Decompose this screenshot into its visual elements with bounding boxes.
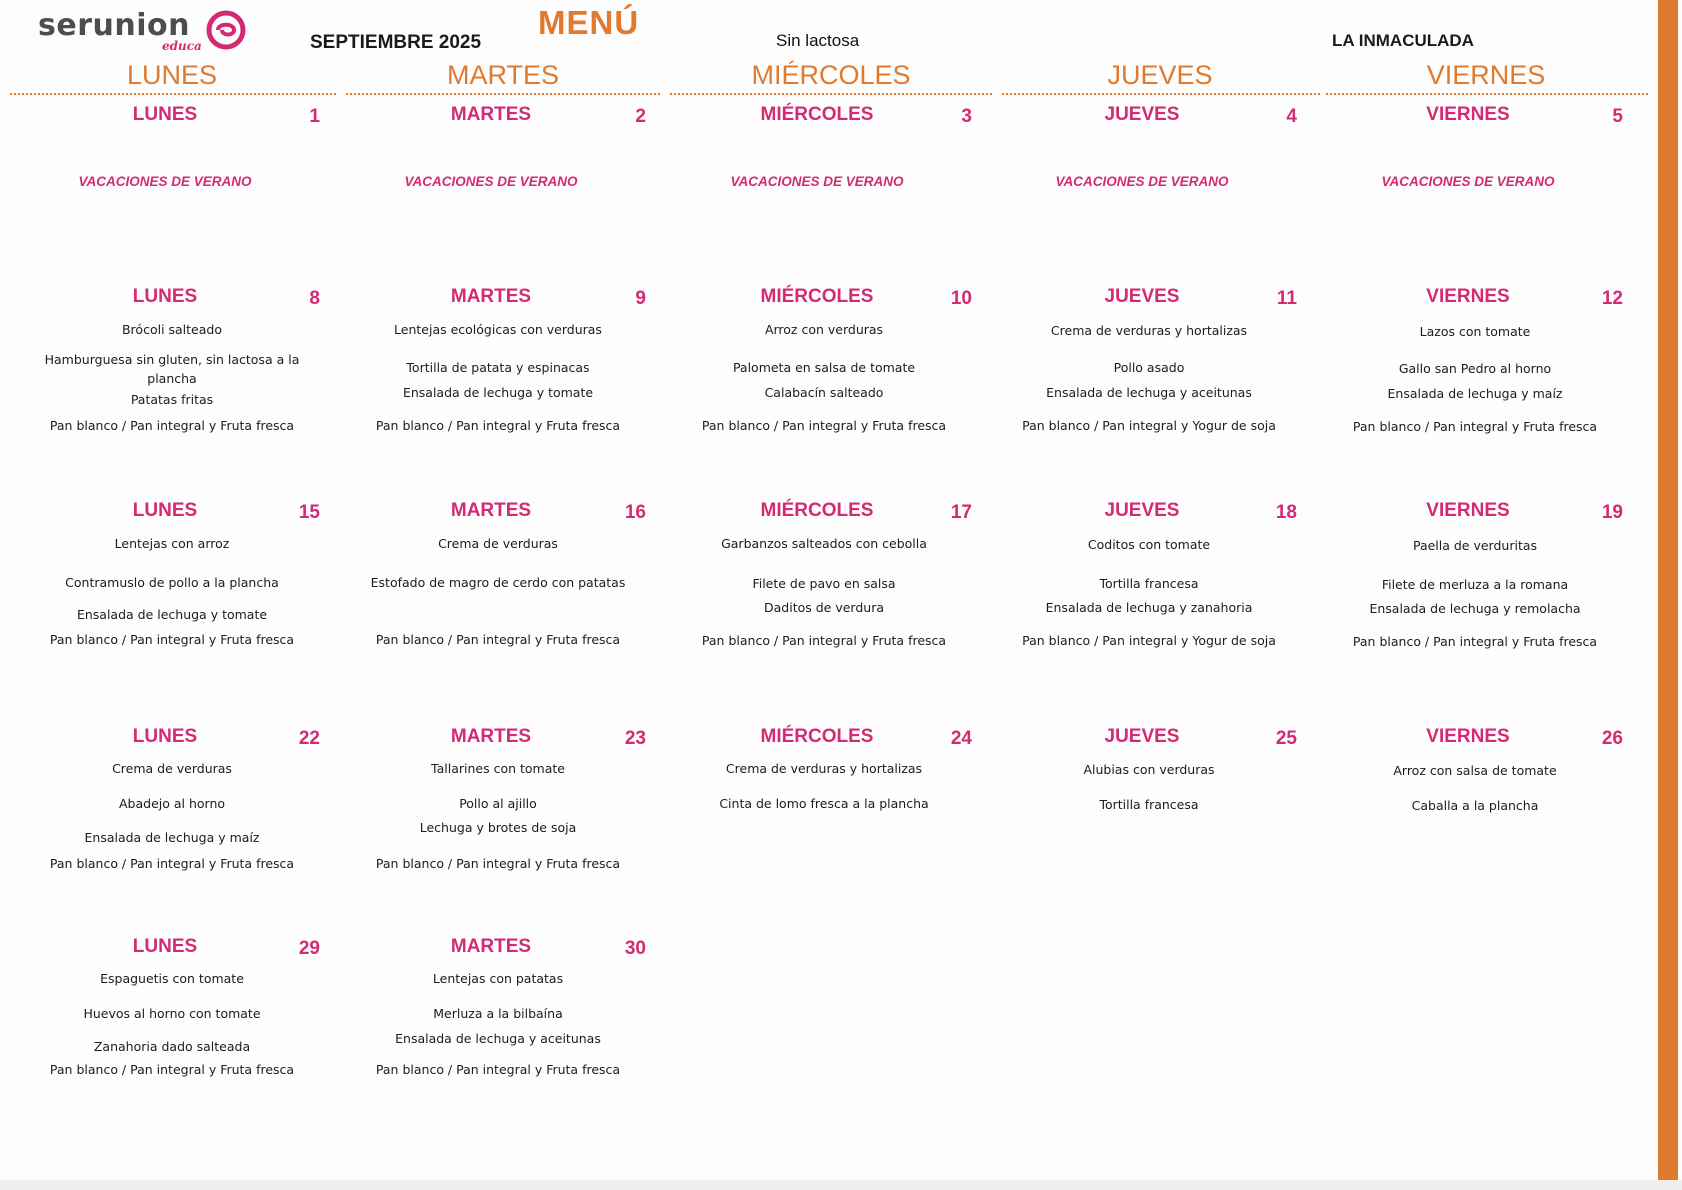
dish-bread-dessert: Pan blanco / Pan integral y Yogur de soja [1022, 633, 1276, 648]
dish-first-course: Lentejas con patatas [432, 971, 564, 986]
dish-second-course: Pollo asado [1113, 360, 1185, 375]
day-name: JUEVES [1104, 500, 1180, 521]
dish-second-course: Pollo al ajillo [459, 796, 537, 811]
dish-second-course: Estofado de magro de cerdo con patatas [370, 575, 626, 590]
dish-first-course: Crema de verduras [112, 761, 232, 776]
day-cell [1313, 726, 1639, 926]
day-number: 1 [309, 106, 320, 127]
day-name: VIERNES [1426, 104, 1510, 125]
dish-side: Daditos de verdura [764, 600, 884, 615]
dish-first-course: Tallarines con tomate [431, 761, 565, 776]
dish-bread-dessert: Pan blanco / Pan integral y Fruta fresca [375, 418, 621, 433]
rose-logo-icon [206, 10, 246, 50]
day-name: VIERNES [1426, 286, 1510, 307]
header-divider-miercoles [670, 93, 992, 95]
day-number: 10 [950, 288, 972, 309]
day-cell [1313, 286, 1639, 486]
dish-second-course: Tortilla de patata y espinacas [406, 360, 590, 375]
day-number: 23 [624, 728, 646, 749]
day-cell [10, 936, 336, 1136]
logo-wordmark: serunion [38, 8, 190, 43]
day-name: LUNES [132, 936, 198, 957]
menu-title: MENÚ [538, 4, 640, 41]
day-number: 2 [635, 106, 646, 127]
day-number: 19 [1601, 502, 1623, 523]
day-cell [336, 936, 662, 1136]
header-divider-lunes [10, 93, 336, 95]
dish-first-course: Crema de verduras [438, 536, 558, 551]
dish-first-course: Lentejas ecológicas con verduras [394, 322, 602, 337]
day-number: 24 [950, 728, 972, 749]
day-number: 11 [1276, 288, 1297, 309]
day-number: 8 [309, 288, 320, 309]
header-weekday-viernes: VIERNES [1426, 60, 1546, 90]
dish-side: Ensalada de lechuga y aceitunas [395, 1031, 601, 1046]
dish-bread-dessert: Pan blanco / Pan integral y Fruta fresca [701, 633, 947, 648]
header-weekday-miercoles: MIÉRCOLES [751, 60, 911, 90]
day-cell [1313, 500, 1639, 700]
dish-first-course: Lazos con tomate [1419, 324, 1531, 339]
day-name: LUNES [132, 104, 198, 125]
vacation-note: VACACIONES DE VERANO [404, 174, 578, 189]
dish-bread-dessert: Pan blanco / Pan integral y Fruta fresca [375, 856, 621, 871]
dish-second-course: Caballa a la plancha [1411, 798, 1539, 813]
dish-second-course: Tortilla francesa [1099, 576, 1199, 591]
day-name: JUEVES [1104, 286, 1180, 307]
header-divider-jueves [1002, 93, 1320, 95]
day-cell [987, 104, 1313, 304]
dish-first-course: Arroz con salsa de tomate [1393, 763, 1557, 778]
dish-second-course: Tortilla francesa [1099, 797, 1199, 812]
dish-side: Ensalada de lechuga y aceitunas [1046, 385, 1252, 400]
day-number: 15 [298, 502, 320, 523]
day-number: 30 [624, 938, 646, 959]
dish-bread-dessert: Pan blanco / Pan integral y Fruta fresca [1352, 419, 1598, 434]
dish-bread-dessert: Pan blanco / Pan integral y Fruta fresca [49, 418, 295, 433]
serunion-logo [38, 8, 258, 52]
vacation-note: VACACIONES DE VERANO [78, 174, 252, 189]
dish-bread-dessert: Pan blanco / Pan integral y Fruta fresca [49, 856, 295, 871]
dish-second-course: Filete de merluza a la romana [1381, 577, 1569, 592]
school-name: LA INMACULADA [1332, 31, 1474, 50]
vacation-note: VACACIONES DE VERANO [730, 174, 904, 189]
dish-first-course: Brócoli salteado [121, 322, 222, 337]
header-divider-martes [346, 93, 660, 95]
dish-side: Ensalada de lechuga y tomate [402, 385, 594, 400]
dish-side: Ensalada de lechuga y zanahoria [1045, 600, 1253, 615]
day-cell [662, 104, 988, 304]
logo-subtitle: educa [162, 39, 202, 53]
day-cell [987, 286, 1313, 486]
dish-second-course: Gallo san Pedro al horno [1398, 361, 1552, 376]
day-cell [336, 286, 662, 486]
dish-second-course: Cinta de lomo fresca a la plancha [719, 796, 929, 811]
day-name: JUEVES [1104, 726, 1180, 747]
day-cell [336, 726, 662, 926]
day-name: MIÉRCOLES [760, 726, 874, 747]
day-name: VIERNES [1426, 726, 1510, 747]
day-name: LUNES [132, 726, 198, 747]
day-number: 12 [1601, 288, 1623, 309]
day-name: MARTES [450, 936, 532, 957]
page-bottom-edge [0, 1180, 1682, 1190]
vacation-note: VACACIONES DE VERANO [1381, 174, 1555, 189]
day-cell [336, 500, 662, 700]
dish-side: Ensalada de lechuga y remolacha [1369, 601, 1581, 616]
dish-second-course: Merluza a la bilbaína [433, 1006, 563, 1021]
menu-grid [10, 100, 1648, 1180]
day-name: MARTES [450, 104, 532, 125]
dish-side: Ensalada de lechuga y maíz [84, 830, 260, 845]
day-number: 5 [1612, 106, 1623, 127]
dish-first-course: Crema de verduras y hortalizas [725, 761, 923, 776]
day-number: 4 [1286, 106, 1297, 127]
dish-bread-dessert: Pan blanco / Pan integral y Fruta fresca [1352, 634, 1598, 649]
day-cell [336, 104, 662, 304]
day-cell [987, 500, 1313, 700]
dish-first-course: Lentejas con arroz [114, 536, 230, 551]
day-name: MARTES [450, 286, 532, 307]
dish-side: Lechuga y brotes de soja [419, 820, 577, 835]
header-weekday-lunes: LUNES [126, 60, 218, 90]
day-name: LUNES [132, 500, 198, 521]
day-cell [10, 286, 336, 486]
header-weekday-jueves: JUEVES [1107, 60, 1213, 90]
dish-side: Zanahoria dado salteada [93, 1039, 251, 1054]
dish-second-course: Contramuslo de pollo a la plancha [65, 575, 279, 590]
day-number: 26 [1601, 728, 1623, 749]
day-number: 25 [1275, 728, 1297, 749]
day-name: MIÉRCOLES [760, 286, 874, 307]
dish-second-course: Huevos al horno con tomate [83, 1006, 261, 1021]
dish-bread-dessert: Pan blanco / Pan integral y Fruta fresca [49, 1062, 295, 1077]
day-name: MIÉRCOLES [760, 104, 874, 125]
dish-bread-dessert: Pan blanco / Pan integral y Fruta fresca [49, 632, 295, 647]
day-number: 16 [624, 502, 646, 523]
dish-first-course: Paella de verduritas [1412, 538, 1538, 553]
day-cell [10, 104, 336, 304]
day-cell [662, 500, 988, 700]
day-name: LUNES [132, 286, 198, 307]
day-number: 18 [1275, 502, 1297, 523]
diet-label: Sin lactosa [776, 31, 860, 50]
dish-second-course: Hamburguesa sin gluten, sin lactosa a la plancha [44, 352, 300, 386]
orange-border-stripe [1658, 0, 1678, 1190]
dish-first-course: Arroz con verduras [764, 322, 884, 337]
day-name: JUEVES [1104, 104, 1180, 125]
day-cell [10, 500, 336, 700]
day-cell [662, 726, 988, 926]
dish-side: Ensalada de lechuga y maíz [1387, 386, 1563, 401]
dish-side: Ensalada de lechuga y tomate [76, 607, 268, 622]
dish-first-course: Crema de verduras y hortalizas [1050, 323, 1248, 338]
dish-bread-dessert: Pan blanco / Pan integral y Fruta fresca [375, 632, 621, 647]
day-cell [662, 286, 988, 486]
dish-bread-dessert: Pan blanco / Pan integral y Fruta fresca [375, 1062, 621, 1077]
header-weekday-martes: MARTES [446, 60, 560, 90]
dish-first-course: Alubias con verduras [1083, 762, 1215, 777]
day-cell [987, 726, 1313, 926]
dish-first-course: Garbanzos salteados con cebolla [721, 536, 927, 551]
vacation-note: VACACIONES DE VERANO [1055, 174, 1229, 189]
day-number: 22 [298, 728, 320, 749]
header-divider-viernes [1326, 93, 1648, 95]
day-cell [10, 726, 336, 926]
dish-second-course: Palometa en salsa de tomate [732, 360, 916, 375]
day-number: 9 [635, 288, 646, 309]
dish-first-course: Coditos con tomate [1087, 537, 1211, 552]
day-cell [1313, 104, 1639, 304]
dish-second-course: Abadejo al horno [118, 796, 226, 811]
day-name: VIERNES [1426, 500, 1510, 521]
month-label: SEPTIEMBRE 2025 [310, 32, 482, 53]
day-number: 17 [950, 502, 972, 523]
dish-bread-dessert: Pan blanco / Pan integral y Yogur de soja [1022, 418, 1276, 433]
dish-side: Patatas fritas [130, 392, 214, 407]
day-name: MARTES [450, 500, 532, 521]
dish-second-course: Filete de pavo en salsa [752, 576, 896, 591]
day-name: MARTES [450, 726, 532, 747]
day-number: 29 [298, 938, 320, 959]
dish-side: Calabacín salteado [764, 385, 884, 400]
day-name: MIÉRCOLES [760, 500, 874, 521]
dish-bread-dessert: Pan blanco / Pan integral y Fruta fresca [701, 418, 947, 433]
day-number: 3 [961, 106, 972, 127]
dish-first-course: Espaguetis con tomate [100, 971, 244, 986]
